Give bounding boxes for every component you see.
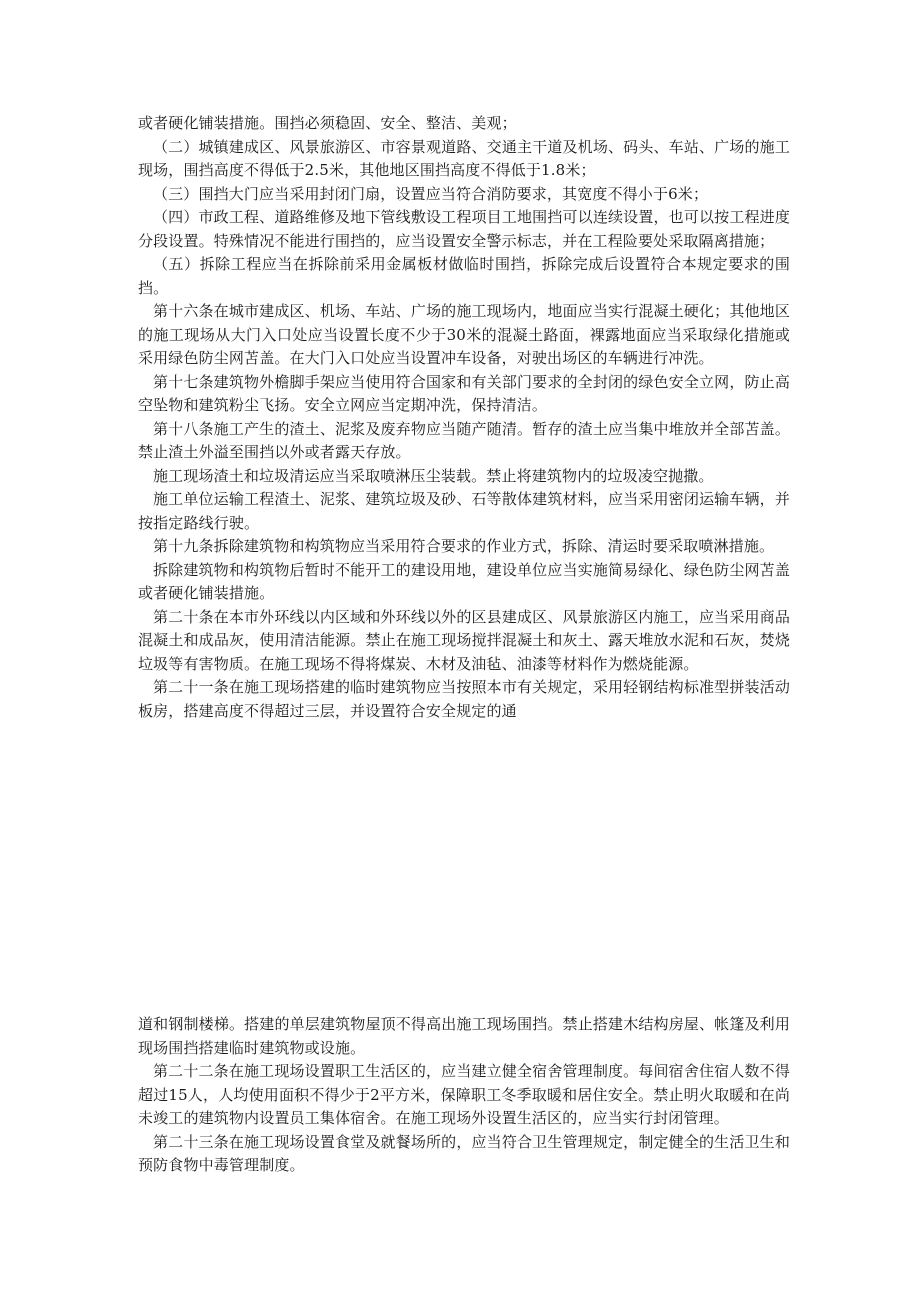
- paragraph: （三）围挡大门应当采用封闭门扇，设置应当符合消防要求，其宽度不得小于6米；: [153, 184, 709, 203]
- paragraph: 第十九条拆除建筑物和构筑物应当采用符合要求的作业方式，拆除、清运时要采取喷淋措施。: [153, 537, 775, 555]
- paragraph: （五）拆除工程应当在拆除前采用金属板材做临时围挡，拆除完成后设置符合本规定要求的围挡。: [138, 255, 790, 297]
- paragraph: 拆除建筑物和构筑物后暂时不能开工的建设用地，建设单位应当实施简易绿化、绿色防尘网苫盖或者硬化铺装措施。: [138, 560, 790, 602]
- text-block-top: [138, 112, 790, 723]
- paragraph: 第十七条建筑物外檐脚手架应当使用符合国家和有关部门要求的全封闭的绿色安全立网，防止高空坠物和建筑粉尘飞扬。安全立网应当定期冲洗，保持清洁。: [138, 372, 790, 414]
- paragraph: 第十六条在城市建成区、机场、车站、广场的施工现场内，地面应当实行混凝土硬化；其他地区的施工现场从大门入口处应当设置长度不少于30米的混凝土路面，裸露地面应当采取绿化措施或采用绿色防尘网苫盖。在大门入口处应当设置冲车设备，对驶出场区的车辆进行冲洗。: [138, 302, 790, 367]
- paragraph: 第十八条施工产生的渣土、泥浆及废弃物应当随产随清。暂存的渣土应当集中堆放并全部苫盖。禁止渣土外溢至围挡以外或者露天存放。: [138, 419, 790, 461]
- paragraph: （二）城镇建成区、风景旅游区、市容景观道路、交通主干道及机场、码头、车站、广场的施工现场，围挡高度不得低于2.5米，其他地区围挡高度不得低于1.8米；: [138, 137, 790, 179]
- paragraph: 第二十条在本市外环线以内区域和外环线以外的区县建成区、风景旅游区内施工，应当采用商品混凝土和成品灰，使用清洁能源。禁止在施工现场搅拌混凝土和灰土、露天堆放水泥和石灰，焚烧垃圾等有害物质。在施工现场不得将煤炭、木材及油毡、油漆等材料作为燃烧能源。: [138, 607, 790, 673]
- paragraph: 施工单位运输工程渣土、泥浆、建筑垃圾及砂、石等散体建筑材料，应当采用密闭运输车辆，并按指定路线行驶。: [138, 490, 790, 532]
- text-block-bottom: [138, 1013, 790, 1178]
- paragraph: 道和钢制楼梯。搭建的单层建筑物屋顶不得高出施工现场围挡。禁止搭建木结构房屋、帐篷及利用现场围挡搭建临时建筑物或设施。: [138, 1015, 790, 1057]
- paragraph: 施工现场渣土和垃圾清运应当采取喷淋压尘装载。禁止将建筑物内的垃圾凌空抛撒。: [153, 466, 714, 485]
- paragraph: 第二十一条在施工现场搭建的临时建筑物应当按照本市有关规定，采用轻钢结构标准型拼装活动板房，搭建高度不得超过三层，并设置符合安全规定的通: [138, 678, 790, 720]
- paragraph: 第二十二条在施工现场设置职工生活区的，应当建立健全宿舍管理制度。每间宿舍住宿人数不得超过15人，人均使用面积不得少于2平方米，保障职工冬季取暖和居住安全。禁止明火取暖和在尚未竣工的建筑物内设置员工集体宿舍。在施工现场外设置生活区的，应当实行封闭管理。: [138, 1062, 790, 1127]
- paragraph: 或者硬化铺装措施。围挡必须稳固、安全、整洁、美观；: [138, 114, 517, 132]
- paragraph: 第二十三条在施工现场设置食堂及就餐场所的，应当符合卫生管理规定，制定健全的生活卫生和预防食物中毒管理制度。: [138, 1132, 790, 1174]
- paragraph: （四）市政工程、道路维修及地下管线敷设工程项目工地围挡可以连续设置，也可以按工程进度分段设置。特殊情况不能进行围挡的，应当设置安全警示标志，并在工程险要处采取隔离措施；: [138, 208, 790, 250]
